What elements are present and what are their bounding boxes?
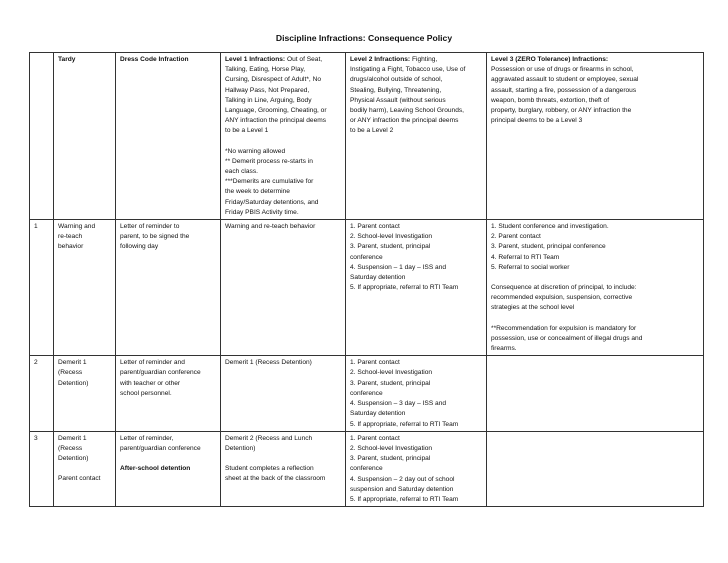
level3-step: 1. Student conference and investigation. <box>491 223 609 231</box>
level1-note: ** Demerit process re-starts in <box>225 157 313 165</box>
tardy-line: re-teach <box>58 233 83 241</box>
level3-line: property, burglary, robbery, or ANY infraction the <box>491 107 632 115</box>
level1-cell <box>221 431 346 506</box>
tardy-line: Detention) <box>58 379 89 387</box>
tardy-line: behavior <box>58 243 84 251</box>
level2-step: 2. School-level Investigation <box>350 444 433 452</box>
level3-line: assault, starting a fire, possession of a dangerous <box>491 86 637 94</box>
level1-note: *No warning allowed <box>225 147 286 155</box>
level2-step: 1. Parent contact <box>350 434 400 442</box>
level3-step: 2. Parent contact <box>491 233 541 241</box>
level2-cell <box>346 356 487 431</box>
level1-line: Cursing, Disrespect of Adult*, No <box>225 76 322 84</box>
level2-step: Saturday detention <box>350 274 406 282</box>
level3-expulsion-note: possession, use or concealment of illegal drugs and <box>491 334 643 342</box>
dress-line: Letter of reminder, <box>120 434 174 442</box>
level3-step: 5. Referral to social worker <box>491 263 570 271</box>
level2-step: 5. If appropriate, referral to RTI Team <box>350 420 459 428</box>
level1-consequence: Demerit 1 (Recess Detention) <box>225 359 312 367</box>
level2-line: Physical Assault (without serious <box>350 96 446 104</box>
level3-line: Possession or use of drugs or firearms in school, <box>491 66 634 74</box>
level1-line: Language, Grooming, Cheating, or <box>225 107 327 115</box>
level3-expulsion-note: **Recommendation for expulsion is mandatory for <box>491 324 637 332</box>
tardy-parent-contact: Parent contact <box>58 475 101 483</box>
tardy-cell <box>54 220 116 356</box>
table-row <box>30 431 704 506</box>
level2-step: 3. Parent, student, principal <box>350 379 431 387</box>
level2-step: 1. Parent contact <box>350 359 400 367</box>
after-school-detention: After-school detention <box>120 465 191 473</box>
level3-cell <box>487 356 704 431</box>
level1-note: Friday/Saturday detentions, and <box>225 198 319 206</box>
header-dress-code: Dress Code Infraction <box>116 53 221 220</box>
level1-line: Talking, Eating, Horse Play, <box>225 66 306 74</box>
level2-step: suspension and Saturday detention <box>350 485 454 493</box>
level1-line: Hallway Pass, Not Prepared, <box>225 86 310 94</box>
tardy-line: (Recess <box>58 369 83 377</box>
level2-line: to be a Level 2 <box>350 127 394 135</box>
reflection-sheet-note: Student completes a reflection <box>225 465 314 473</box>
level3-line: aggravated assault to student or employee, sexual <box>491 76 639 84</box>
level3-discretion: recommended expulsion, suspension, corrective <box>491 294 633 302</box>
level3-cell <box>487 220 704 356</box>
level3-line: weapon, bomb threats, extortion, theft of <box>491 96 610 104</box>
level2-step: conference <box>350 465 383 473</box>
level3-discretion: Consequence at discretion of principal, to include: <box>491 284 637 292</box>
tardy-line: Demerit 1 <box>58 359 87 367</box>
tardy-line: Warning and <box>58 223 96 231</box>
dress-line: Letter of reminder and <box>120 359 185 367</box>
level2-step: conference <box>350 253 383 261</box>
dress-line: parent/guardian conference <box>120 369 201 377</box>
dress-line: with teacher or other <box>120 379 181 387</box>
level1-note: each class. <box>225 168 258 176</box>
dress-line: Letter of reminder to <box>120 223 180 231</box>
level1-line: ANY infraction the principal deems <box>225 117 327 125</box>
dress-code-cell <box>116 356 221 431</box>
tardy-cell <box>54 431 116 506</box>
level1-consequence: Demerit 2 (Recess and Lunch <box>225 434 313 442</box>
row-number: 1 <box>30 220 54 356</box>
reflection-sheet-note: sheet at the back of the classroom <box>225 475 326 483</box>
level1-line: Talking in Line, Arguing, Body <box>225 96 312 104</box>
level1-line: Out of Seat, <box>286 56 323 63</box>
row-number: 2 <box>30 356 54 431</box>
header-level1 <box>221 53 346 220</box>
header-row <box>30 53 704 220</box>
dress-line: parent/guardian conference <box>120 444 201 452</box>
level2-line: Instigating a Fight, Tobacco use, Use of <box>350 66 466 74</box>
header-level3 <box>487 53 704 220</box>
level3-line: principal deems to be a Level 3 <box>491 117 583 125</box>
dress-line: parent, to be signed the <box>120 233 190 241</box>
level3-step: 3. Parent, student, principal conference <box>491 243 606 251</box>
header-num-cell <box>30 53 54 220</box>
level3-expulsion-note: firearms. <box>491 345 517 353</box>
level2-step: 3. Parent, student, principal <box>350 243 431 251</box>
level1-note: Friday PBIS Activity time. <box>225 208 299 216</box>
level3-heading: Level 3 (ZERO Tolerance) Infractions: <box>491 56 609 63</box>
level2-step: Saturday detention <box>350 410 406 418</box>
level2-step: 5. If appropriate, referral to RTI Team <box>350 284 459 292</box>
level1-consequence: Warning and re-teach behavior <box>225 223 316 231</box>
level2-line: bodily harm), Leaving School Grounds, <box>350 107 464 115</box>
level2-cell <box>346 220 487 356</box>
level3-step: 4. Referral to RTI Team <box>491 253 560 261</box>
level2-heading: Level 2 Infractions: <box>350 56 411 63</box>
level1-consequence: Detention) <box>225 444 256 452</box>
level2-line: Stealing, Bullying, Threatening, <box>350 86 442 94</box>
table-row <box>30 356 704 431</box>
level2-step: 4. Suspension – 3 day – ISS and <box>350 400 447 408</box>
dress-line: school personnel. <box>120 389 172 397</box>
level2-step: 4. Suspension – 2 day out of school <box>350 475 455 483</box>
tardy-line: Detention) <box>58 455 89 463</box>
tardy-cell <box>54 356 116 431</box>
dress-line: following day <box>120 243 159 251</box>
header-level2 <box>346 53 487 220</box>
level2-cell <box>346 431 487 506</box>
level1-heading: Level 1 Infractions: <box>225 56 286 63</box>
header-tardy: Tardy <box>54 53 116 220</box>
level1-note: ***Demerits are cumulative for <box>225 178 314 186</box>
level2-line: or ANY infraction the principal deems <box>350 117 459 125</box>
row-number: 3 <box>30 431 54 506</box>
level2-line: Fighting, <box>411 56 438 63</box>
level2-step: conference <box>350 389 383 397</box>
tardy-line: (Recess <box>58 444 83 452</box>
dress-code-cell <box>116 220 221 356</box>
level1-note: the week to determine <box>225 188 290 196</box>
page-title: Discipline Infractions: Consequence Policy <box>275 33 453 43</box>
level1-cell <box>221 220 346 356</box>
level2-step: 1. Parent contact <box>350 223 400 231</box>
level2-step: 4. Suspension – 1 day – ISS and <box>350 263 447 271</box>
dress-code-cell <box>116 431 221 506</box>
level2-step: 5. If appropriate, referral to RTI Team <box>350 495 459 503</box>
level2-step: 2. School-level Investigation <box>350 369 433 377</box>
level1-line: to be a Level 1 <box>225 127 269 135</box>
tardy-line: Demerit 1 <box>58 434 87 442</box>
level1-cell <box>221 356 346 431</box>
level3-discretion: strategies at the school level <box>491 304 575 312</box>
level2-step: 2. School-level Investigation <box>350 233 433 241</box>
level2-line: drugs/alcohol outside of school, <box>350 76 443 84</box>
level2-step: 3. Parent, student, principal <box>350 455 431 463</box>
level3-cell <box>487 431 704 506</box>
consequence-table <box>29 52 704 507</box>
table-row <box>30 220 704 356</box>
